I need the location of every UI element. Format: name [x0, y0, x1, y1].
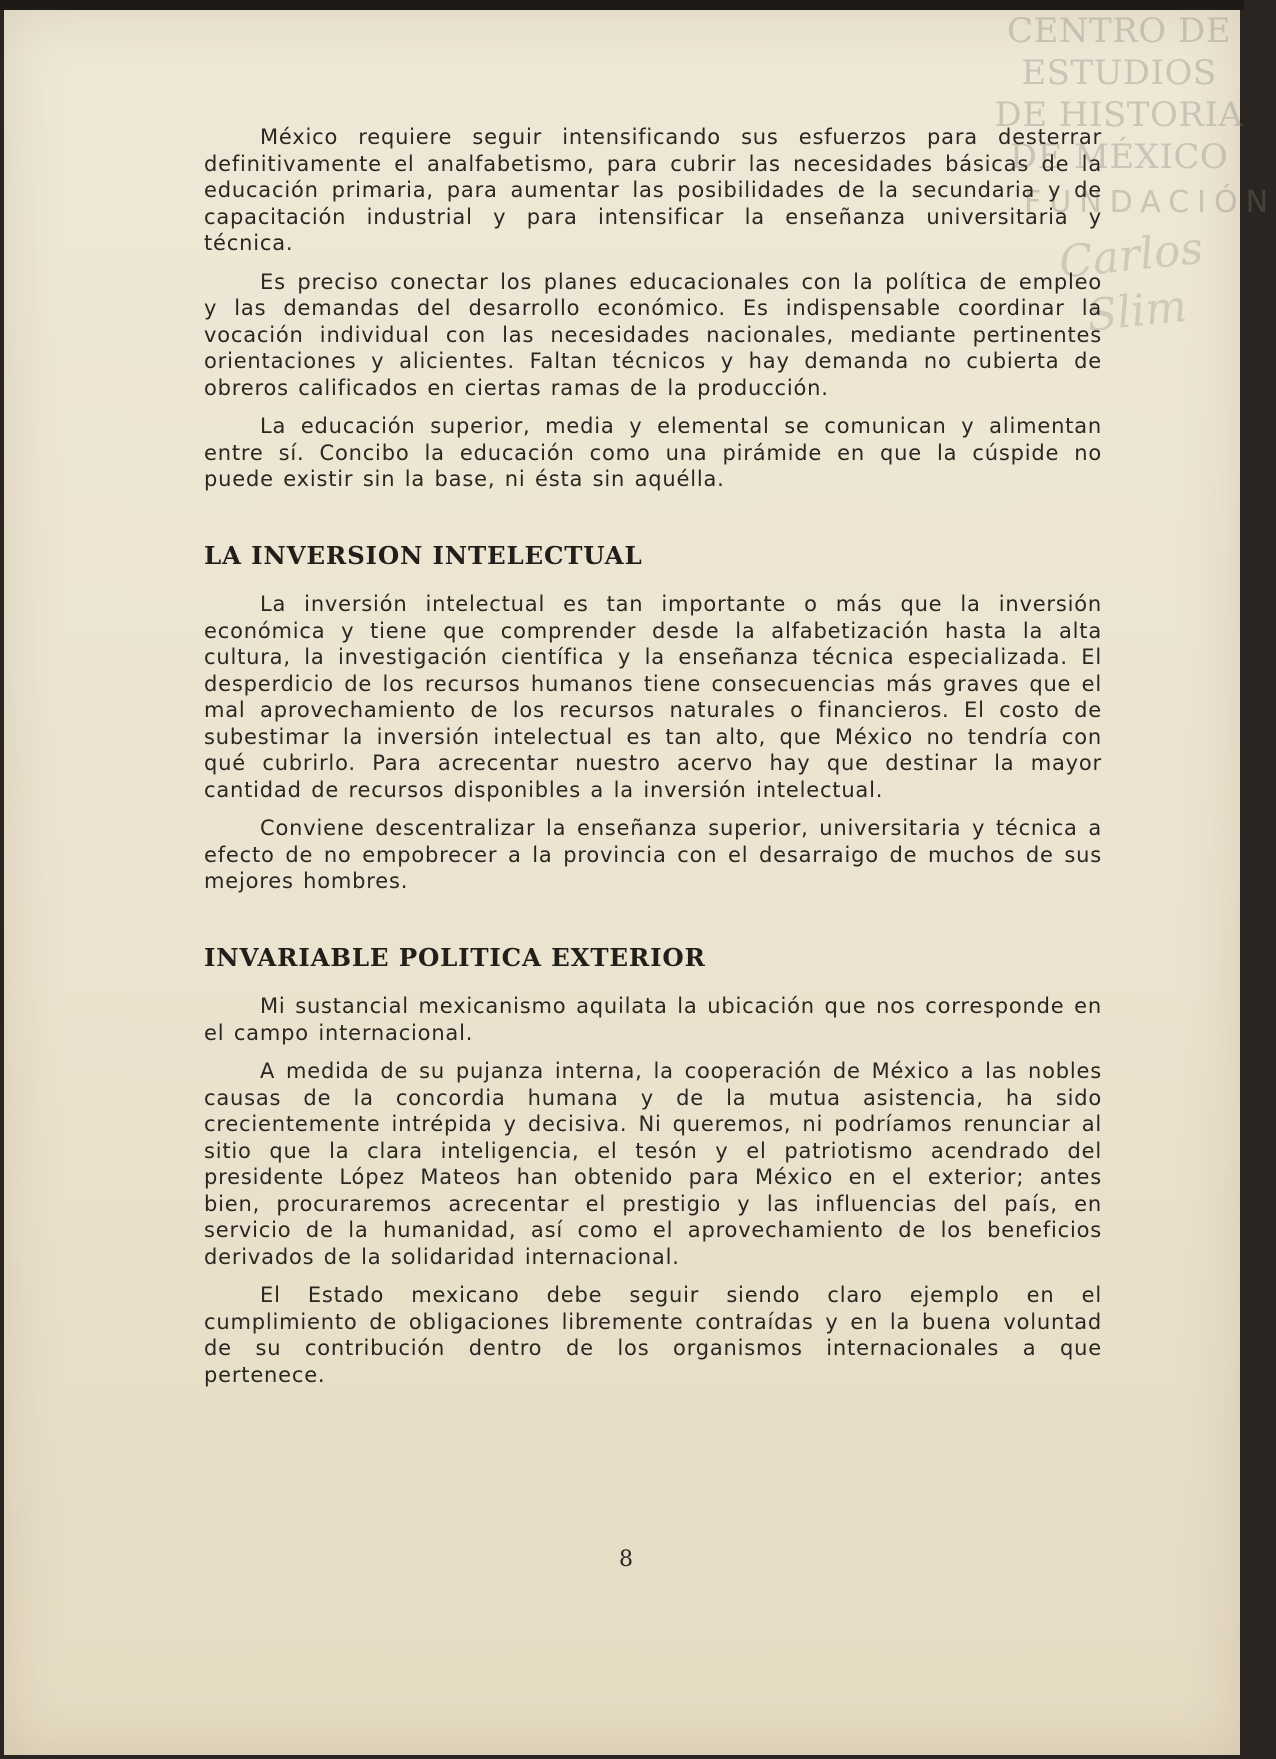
watermark-foundation: FUNDACIÓN — [1024, 185, 1276, 220]
paragraph: México requiere seguir intensificando sus esfuerzos para desterrar definitivamente el analfabetismo, para cubrir las necesidades básicas de la educación primaria, para aumentar las posibilidades de la secundaria y de capacitación industrial y para intensificar la enseñanza universitaria y técnica. — [204, 125, 1102, 255]
paragraph: A medida de su pujanza interna, la cooperación de México a las nobles causas de la concordia humana y de la mutua asistencia, ha sido crecientemente intrépida y decisiva. Ni queremos, ni podríamos renunciar al sitio que la clara inteligencia, el tesón y el patriotismo acendrado del presidente López Mateos han obtenido para México en el exterior; antes bien, procuraremos acrecentar el prestigio y las influencias del país, en servicio de la humanidad, así como el aprovechamiento de los beneficios derivados de la solidaridad internacional. — [204, 1059, 1102, 1269]
paragraph: El Estado mexicano debe seguir siendo claro ejemplo en el cumplimiento de obligaciones libremente contraídas y en la buena voluntad de su contribución dentro de los organismos internacionales a que pertenece. — [204, 1283, 1102, 1387]
watermark-line: CENTRO DE — [1006, 11, 1232, 51]
watermark-line: DE MÉXICO — [1009, 137, 1229, 177]
paragraph: Mi sustancial mexicanismo aquilata la ubicación que nos corresponde en el campo internacional. — [204, 994, 1102, 1045]
section-heading: LA INVERSION INTELECTUAL — [204, 540, 643, 570]
paragraph: Conviene descentralizar la enseñanza superior, universitaria y técnica a efecto de no empobrecer a la provincia con el desarraigo de muchos de sus mejores hombres. — [204, 816, 1102, 893]
section-heading: INVARIABLE POLITICA EXTERIOR — [204, 942, 706, 972]
scan-border — [0, 0, 1244, 10]
document-page — [4, 10, 1276, 1755]
body-text — [204, 124, 1102, 1400]
watermark-line: ESTUDIOS — [1021, 53, 1217, 93]
watermark-line: DE HISTORIA — [994, 95, 1244, 135]
paragraph: La inversión intelectual es tan importante o más que la inversión económica y tiene que comprender desde la alfabetización hasta la alta cultura, la investigación científica y la enseñanza técnica especializada. El desperdicio de los recursos humanos tiene consecuencias más graves que el mal aprovechamiento de los recursos naturales o financieros. El costo de subestimar la inversión intelectual es tan alto, que México no tendría con qué cubrirlo. Para acrecentar nuestro acervo hay que destinar la mayor cantidad de recursos disponibles a la inversión intelectual. — [204, 592, 1102, 802]
paragraph: La educación superior, media y elemental se comunican y alimentan entre sí. Concibo la educación como una pirámide en que la cúspide no puede existir sin la base, ni ésta sin aquélla. — [204, 414, 1102, 491]
page-number: 8 — [619, 1547, 633, 1572]
watermark-signature: Carlos Slim — [1056, 222, 1206, 342]
paragraph: Es preciso conectar los planes educacionales con la política de empleo y las demandas del desarrollo económico. Es indispensable coordinar la vocación individual con las necesidades nacionales, mediante pertinentes orientaciones y alicientes. Faltan técnicos y hay demanda no cubierta de obreros calificados en ciertas ramas de la producción. — [204, 269, 1102, 400]
